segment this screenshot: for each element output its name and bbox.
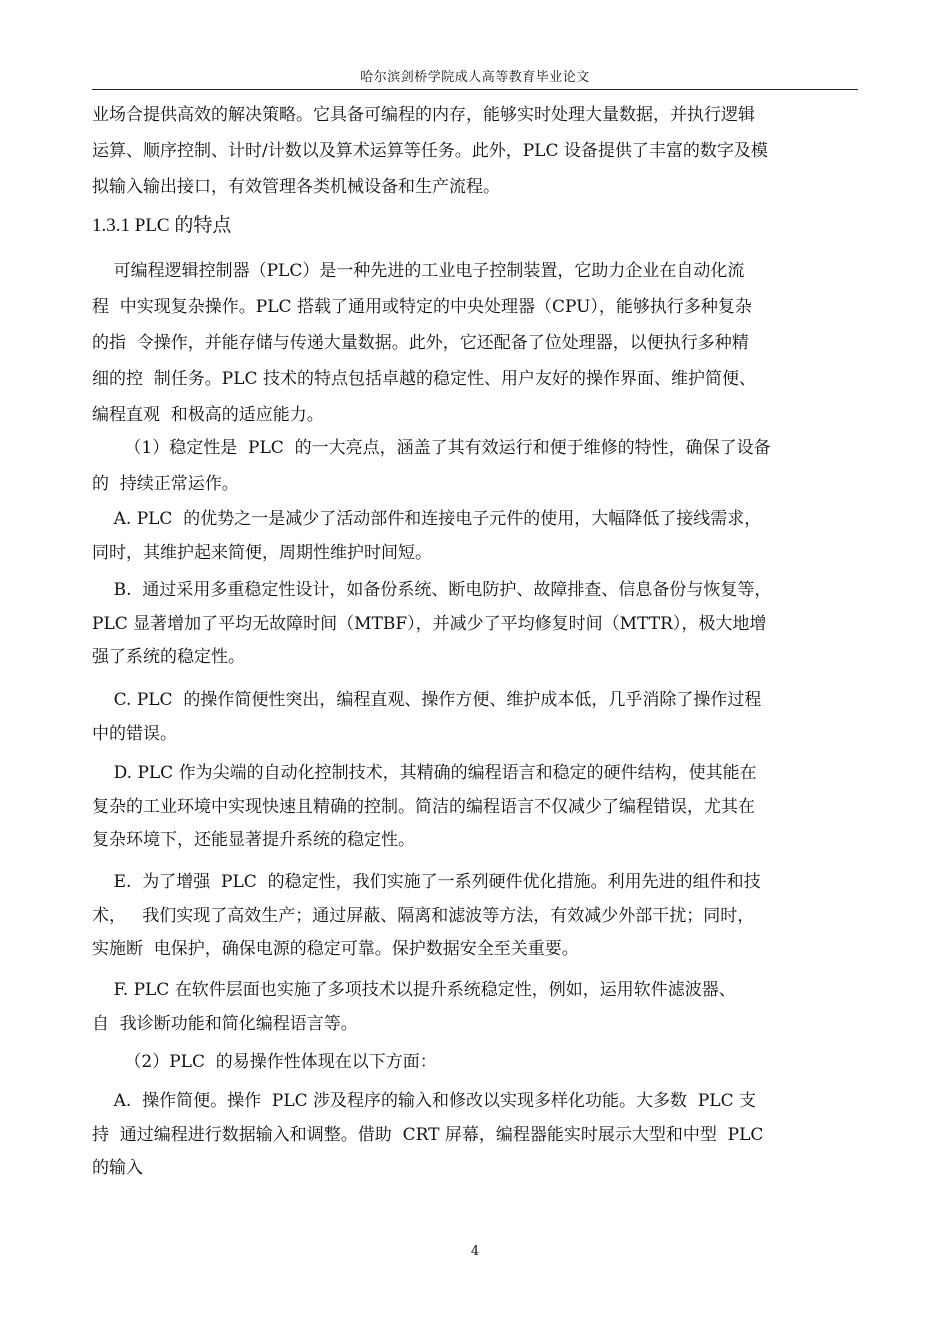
list-item-a [92, 503, 850, 570]
list-item-f [92, 974, 850, 1041]
list-item-e [92, 866, 850, 967]
list-item-usability [92, 1046, 850, 1080]
list-item-2a [92, 1085, 850, 1186]
text-line: B. 通过采用多重稳定性设计，如备份系统、断电防护、故障排查、信息备份与恢复等， [92, 580, 772, 600]
text-line: 细的控 制任务。PLC 技术的特点包括卓越的稳定性、用户友好的操作界面、维护简便、 [92, 369, 756, 389]
text-line: 自 我诊断功能和简化编程语言等。 [92, 1013, 358, 1034]
text-line: 的 持续正常运作。 [92, 474, 239, 494]
text-line: 拟输入输出接口，有效管理各类机械设备和生产流程。 [92, 177, 500, 197]
text-line: 复杂环境下，还能显著提升系统的稳定性。 [92, 830, 415, 850]
text-line: 运算、顺序控制、计时/计数以及算术运算等任务。此外，PLC 设备提供了丰富的数字及模 [92, 141, 768, 161]
text-line: 持 通过编程进行数据输入和调整。借助 CRT 屏幕，编程器能实时展示大型和中型 PLC [92, 1124, 764, 1145]
text-line: D. PLC 作为尖端的自动化控制技术，其精确的编程语言和稳定的硬件结构，使其能在 [92, 763, 757, 783]
text-line: E. 为了增强 PLC 的稳定性，我们实施了一系列硬件优化措施。利用先进的组件和技 [92, 872, 761, 892]
text-line: 可编程逻辑控制器（PLC）是一种先进的工业电子控制装置，它助力企业在自动化流 [92, 261, 745, 281]
text-line: （2）PLC 的易操作性体现在以下方面： [92, 1052, 437, 1072]
page-number: 4 [470, 1244, 480, 1259]
text-line: PLC 显著增加了平均无故障时间（MTBF），并减少了平均修复时间（MTTR），极大地增 [92, 613, 767, 634]
text-line: A. 操作简便。操作 PLC 涉及程序的输入和修改以实现多样化功能。大多数 PLC 支 [92, 1091, 756, 1111]
list-item-stability [92, 430, 850, 502]
page-header: 哈尔滨剑桥学院成人高等教育毕业论文 [360, 70, 590, 85]
paragraph-plc-overview [92, 253, 850, 433]
list-item-b [92, 574, 850, 675]
section-heading: 1.3.1 PLC 的特点 [92, 215, 232, 236]
text-line: 的输入 [92, 1158, 143, 1178]
text-line: 的指 令操作，并能存储与传递大量数据。此外，它还配备了位处理器，以便执行多种精 [92, 333, 749, 353]
text-line: 编程直观 和极高的适应能力。 [92, 405, 324, 425]
text-line: F. PLC 在软件层面也实施了多项技术以提升系统稳定性，例如，运用软件滤波器、 [92, 980, 736, 1000]
text-line: 强了系统的稳定性。 [92, 647, 245, 667]
text-line: A. PLC 的优势之一是减少了活动部件和连接电子元件的使用，大幅降低了接线需求， [92, 509, 762, 529]
text-line: （1）稳定性是 PLC 的一大亮点，涵盖了其有效运行和便于维修的特性，确保了设备 [92, 438, 771, 458]
text-line: 实施断 电保护，确保电源的稳定可靠。保护数据安全至关重要。 [92, 939, 579, 959]
list-item-c [92, 684, 850, 751]
list-item-d [92, 757, 850, 858]
text-line: C. PLC 的操作简便性突出，编程直观、操作方便、维护成本低，几乎消除了操作过程 [92, 690, 762, 710]
intro-paragraph [92, 97, 850, 205]
text-line: 程 中实现复杂操作。PLC 搭载了通用或特定的中央处理器（CPU），能够执行多种复杂 [92, 297, 752, 317]
text-line: 同时，其维护起来简便，周期性维护时间短。 [92, 542, 432, 563]
text-line: 复杂的工业环境中实现快速且精确的控制。简洁的编程语言不仅减少了编程错误，尤其在 [92, 796, 755, 817]
text-line: 中的错误。 [92, 723, 177, 744]
text-line: 术， 我们实现了高效生产；通过屏蔽、隔离和滤波等方法，有效减少外部干扰；同时， [92, 905, 755, 926]
text-line: 业场合提供高效的解决策略。它具备可编程的内存，能够实时处理大量数据，并执行逻辑 [92, 105, 755, 125]
header-rule [92, 89, 858, 90]
